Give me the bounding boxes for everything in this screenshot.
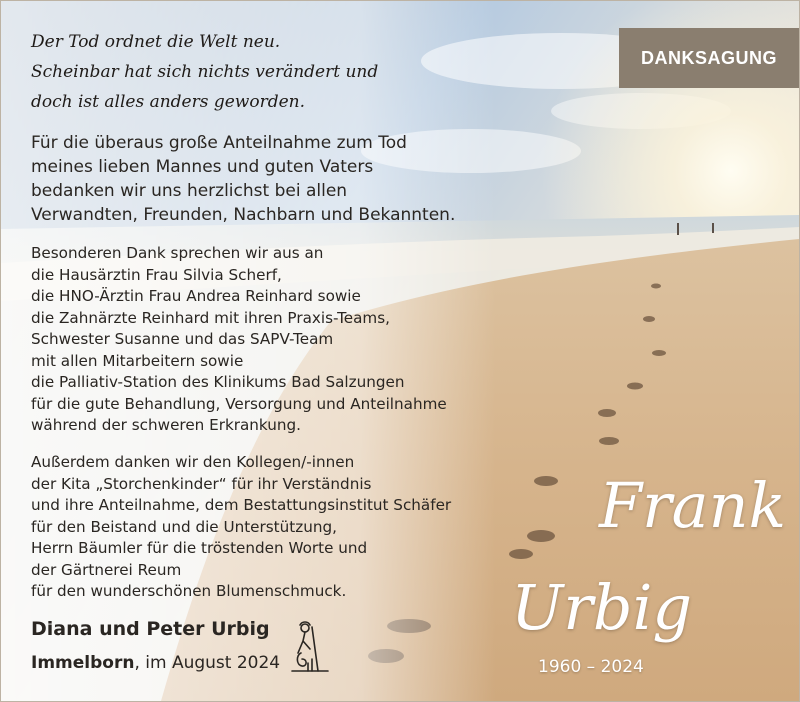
place-date <box>31 653 280 673</box>
intro-paragraph <box>31 131 455 227</box>
text-line: bedanken wir uns herzlichst bei allen <box>31 181 348 201</box>
text-line: Herrn Bäumler für die tröstenden Worte und <box>31 539 368 557</box>
deceased-last-name: Urbig <box>511 571 693 644</box>
text-line: Außerdem danken wir den Kollegen/-innen <box>31 453 355 471</box>
text-line: für den wunderschönen Blumenschmuck. <box>31 582 347 600</box>
text-line: Besonderen Dank sprechen wir aus an <box>31 244 324 262</box>
text-line: der Kita „Storchenkinder“ für ihr Verständnis <box>31 474 372 493</box>
danksagung-banner: DANKSAGUNG <box>619 28 799 88</box>
deceased-first-name: Frank <box>599 469 787 542</box>
text-line: während der schweren Erkrankung. <box>31 416 301 434</box>
text-line: Für die überaus große Anteilnahme zum Tod <box>31 133 407 153</box>
place-town: Immelborn <box>31 653 135 673</box>
pilgrim-figure-icon <box>288 619 332 677</box>
text-line: die Palliativ-Station des Klinikums Bad Salzungen <box>31 373 405 391</box>
further-thanks-paragraph <box>31 452 451 603</box>
text-line: Schwester Susanne und das SAPV-Team <box>31 330 334 348</box>
quote-line: Scheinbar hat sich nichts verändert und <box>31 62 379 82</box>
text-line: die HNO-Ärztin Frau Andrea Reinhard sowie <box>31 287 361 305</box>
signers: Diana und Peter Urbig <box>31 618 270 640</box>
special-thanks-paragraph <box>31 243 447 437</box>
text-line: der Gärtnerei Reum <box>31 560 182 579</box>
text-line: die Hausärztin Frau Silvia Scherf, <box>31 265 282 284</box>
text-line: für den Beistand und die Unterstützung, <box>31 517 337 536</box>
text-line: und ihre Anteilnahme, dem Bestattungsinstitut Schäfer <box>31 496 452 514</box>
text-line: für die gute Behandlung, Versorgung und Anteilnahme <box>31 394 447 413</box>
quote-line: doch ist alles anders geworden. <box>31 92 306 112</box>
quote <box>31 27 378 117</box>
text-line: mit allen Mitarbeitern sowie <box>31 351 244 370</box>
life-years: 1960 – 2024 <box>538 657 644 677</box>
quote-line: Der Tod ordnet die Welt neu. <box>31 32 281 52</box>
place-date-text: , im August 2024 <box>134 653 281 673</box>
text-line: die Zahnärzte Reinhard mit ihren Praxis-Teams, <box>31 308 390 327</box>
text-line: meines lieben Mannes und guten Vaters <box>31 157 374 177</box>
text-line: Verwandten, Freunden, Nachbarn und Bekannten. <box>31 205 456 225</box>
